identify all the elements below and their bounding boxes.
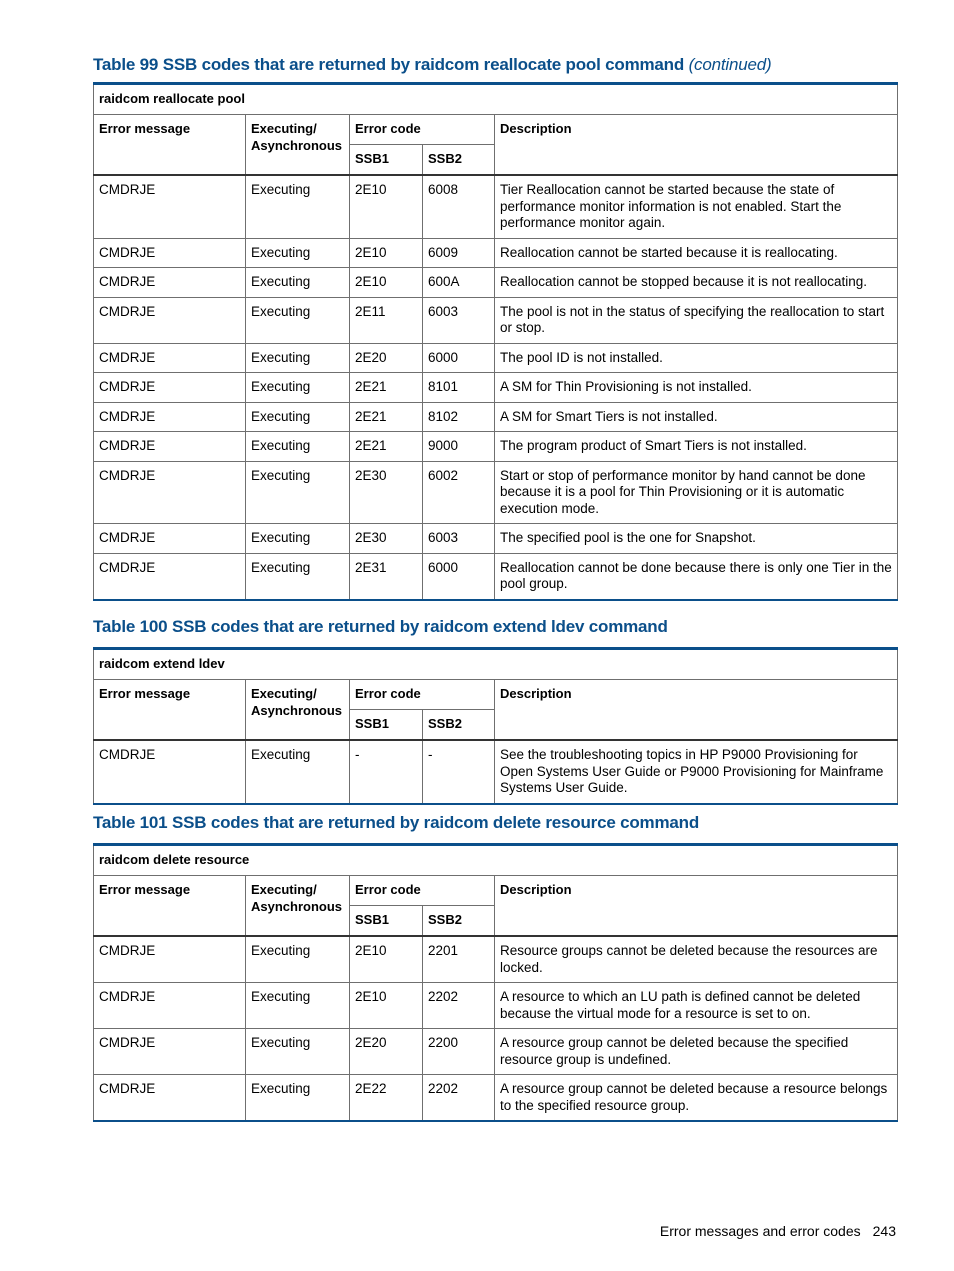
ssb2-cell: 2201 (423, 936, 495, 983)
header-error-code: Error code (350, 680, 495, 710)
table-row (94, 268, 898, 298)
table-row (94, 983, 898, 1029)
executing-cell: Executing (246, 238, 350, 268)
description-cell: Resource groups cannot be deleted because the resources are locked. (495, 936, 898, 983)
ssb1-cell: 2E30 (350, 524, 423, 554)
header-executing: Executing/ Asynchronous (246, 680, 350, 741)
table-101-caption (93, 813, 699, 833)
header-error-message: Error message (94, 115, 246, 176)
header-error-code: Error code (350, 115, 495, 145)
header-ssb2: SSB2 (423, 145, 495, 176)
ssb1-cell: 2E10 (350, 175, 423, 238)
table-body (94, 845, 898, 1122)
ssb2-cell: 2202 (423, 983, 495, 1029)
executing-cell: Executing (246, 1075, 350, 1122)
error-message-cell: CMDRJE (94, 461, 246, 524)
ssb2-cell: 6009 (423, 238, 495, 268)
error-message-cell: CMDRJE (94, 268, 246, 298)
error-message-cell: CMDRJE (94, 740, 246, 804)
command-row (94, 84, 898, 115)
error-message-cell: CMDRJE (94, 432, 246, 462)
executing-cell: Executing (246, 343, 350, 373)
header-ssb1: SSB1 (350, 145, 423, 176)
table-row (94, 1075, 898, 1122)
ssb2-cell: 6008 (423, 175, 495, 238)
description-cell: The program product of Smart Tiers is not installed. (495, 432, 898, 462)
table-row (94, 402, 898, 432)
ssb1-cell: 2E10 (350, 983, 423, 1029)
table-row (94, 936, 898, 983)
ssb2-cell: 6000 (423, 553, 495, 600)
table-row (94, 1029, 898, 1075)
error-message-cell: CMDRJE (94, 343, 246, 373)
description-cell: Reallocation cannot be done because there is only one Tier in the pool group. (495, 553, 898, 600)
executing-cell: Executing (246, 297, 350, 343)
table-row (94, 175, 898, 238)
executing-cell: Executing (246, 268, 350, 298)
caption-text: Table 100 SSB codes that are returned by raidcom extend ldev command (93, 617, 668, 636)
table-row (94, 297, 898, 343)
ssb1-cell: 2E10 (350, 268, 423, 298)
ssb2-cell: 6003 (423, 524, 495, 554)
ssb2-cell: 8102 (423, 402, 495, 432)
description-cell: A SM for Smart Tiers is not installed. (495, 402, 898, 432)
ssb1-cell: 2E20 (350, 343, 423, 373)
error-message-cell: CMDRJE (94, 936, 246, 983)
ssb2-cell: - (423, 740, 495, 804)
ssb1-cell: 2E20 (350, 1029, 423, 1075)
executing-cell: Executing (246, 524, 350, 554)
table-body (94, 84, 898, 600)
table-100-caption (93, 617, 668, 637)
description-cell: The pool is not in the status of specifying the reallocation to start or stop. (495, 297, 898, 343)
caption-text: Table 101 SSB codes that are returned by raidcom delete resource command (93, 813, 700, 832)
description-cell: The pool ID is not installed. (495, 343, 898, 373)
command-row (94, 649, 898, 680)
header-error-code: Error code (350, 876, 495, 906)
ssb2-cell: 2200 (423, 1029, 495, 1075)
error-message-cell: CMDRJE (94, 1075, 246, 1122)
header-row (94, 680, 898, 710)
description-cell: A resource group cannot be deleted because the specified resource group is undefined. (495, 1029, 898, 1075)
description-cell: A SM for Thin Provisioning is not installed. (495, 373, 898, 403)
command-row (94, 845, 898, 876)
command-name-cell: raidcom extend ldev (94, 649, 898, 680)
ssb2-cell: 6003 (423, 297, 495, 343)
ssb1-cell: 2E10 (350, 936, 423, 983)
description-cell: A resource to which an LU path is defined cannot be deleted because the virtual mode for a resource is set to on. (495, 983, 898, 1029)
description-cell: Start or stop of performance monitor by hand cannot be done because it is a pool for Thin Provisioning or it is automatic execution mode. (495, 461, 898, 524)
ssb1-cell: 2E11 (350, 297, 423, 343)
table-101 (93, 843, 898, 1122)
table-100 (93, 647, 898, 805)
table-row (94, 461, 898, 524)
ssb2-cell: 6000 (423, 343, 495, 373)
command-name-cell: raidcom delete resource (94, 845, 898, 876)
description-cell: Reallocation cannot be stopped because it is not reallocating. (495, 268, 898, 298)
header-row (94, 115, 898, 145)
footer-section-title: Error messages and error codes (659, 1223, 861, 1239)
table-row (94, 553, 898, 600)
ssb1-cell: 2E21 (350, 432, 423, 462)
command-name-cell: raidcom reallocate pool (94, 84, 898, 115)
executing-cell: Executing (246, 1029, 350, 1075)
error-message-cell: CMDRJE (94, 175, 246, 238)
header-error-message: Error message (94, 680, 246, 741)
page-footer (660, 1223, 896, 1239)
executing-cell: Executing (246, 553, 350, 600)
header-ssb1: SSB1 (350, 906, 423, 937)
executing-cell: Executing (246, 740, 350, 804)
table-row (94, 373, 898, 403)
table-row (94, 343, 898, 373)
error-message-cell: CMDRJE (94, 373, 246, 403)
ssb2-cell: 2202 (423, 1075, 495, 1122)
error-message-cell: CMDRJE (94, 1029, 246, 1075)
header-description: Description (495, 876, 898, 937)
ssb2-cell: 8101 (423, 373, 495, 403)
error-message-cell: CMDRJE (94, 402, 246, 432)
error-message-cell: CMDRJE (94, 553, 246, 600)
description-cell: A resource group cannot be deleted because a resource belongs to the specified resource group. (495, 1075, 898, 1122)
table-row (94, 432, 898, 462)
header-ssb2: SSB2 (423, 906, 495, 937)
page-number: 243 (872, 1223, 896, 1239)
executing-cell: Executing (246, 983, 350, 1029)
header-description: Description (495, 115, 898, 176)
executing-cell: Executing (246, 461, 350, 524)
ssb2-cell: 9000 (423, 432, 495, 462)
executing-cell: Executing (246, 175, 350, 238)
executing-cell: Executing (246, 402, 350, 432)
ssb1-cell: 2E30 (350, 461, 423, 524)
caption-continued: (continued) (688, 55, 772, 74)
table-row (94, 740, 898, 804)
caption-text: Table 99 SSB codes that are returned by raidcom reallocate pool command (93, 55, 685, 74)
table-body (94, 649, 898, 804)
description-cell: Reallocation cannot be started because it is reallocating. (495, 238, 898, 268)
error-message-cell: CMDRJE (94, 238, 246, 268)
error-message-cell: CMDRJE (94, 524, 246, 554)
ssb2-cell: 600A (423, 268, 495, 298)
description-cell: The specified pool is the one for Snapshot. (495, 524, 898, 554)
header-ssb1: SSB1 (350, 710, 423, 741)
ssb1-cell: - (350, 740, 423, 804)
executing-cell: Executing (246, 373, 350, 403)
table-row (94, 524, 898, 554)
ssb2-cell: 6002 (423, 461, 495, 524)
executing-cell: Executing (246, 936, 350, 983)
executing-cell: Executing (246, 432, 350, 462)
header-description: Description (495, 680, 898, 741)
table-99-caption (93, 55, 771, 75)
description-cell: See the troubleshooting topics in HP P9000 Provisioning for Open Systems User Guide or P9000 Provisioning for Mainframe Systems User Guide. (495, 740, 898, 804)
ssb1-cell: 2E31 (350, 553, 423, 600)
table-row (94, 238, 898, 268)
ssb1-cell: 2E22 (350, 1075, 423, 1122)
ssb1-cell: 2E10 (350, 238, 423, 268)
table-99 (93, 82, 898, 601)
header-executing: Executing/ Asynchronous (246, 876, 350, 937)
ssb1-cell: 2E21 (350, 402, 423, 432)
header-row (94, 876, 898, 906)
header-executing: Executing/ Asynchronous (246, 115, 350, 176)
description-cell: Tier Reallocation cannot be started because the state of performance monitor information is not enabled. Start the performance monitor again. (495, 175, 898, 238)
error-message-cell: CMDRJE (94, 297, 246, 343)
header-error-message: Error message (94, 876, 246, 937)
error-message-cell: CMDRJE (94, 983, 246, 1029)
ssb1-cell: 2E21 (350, 373, 423, 403)
header-ssb2: SSB2 (423, 710, 495, 741)
